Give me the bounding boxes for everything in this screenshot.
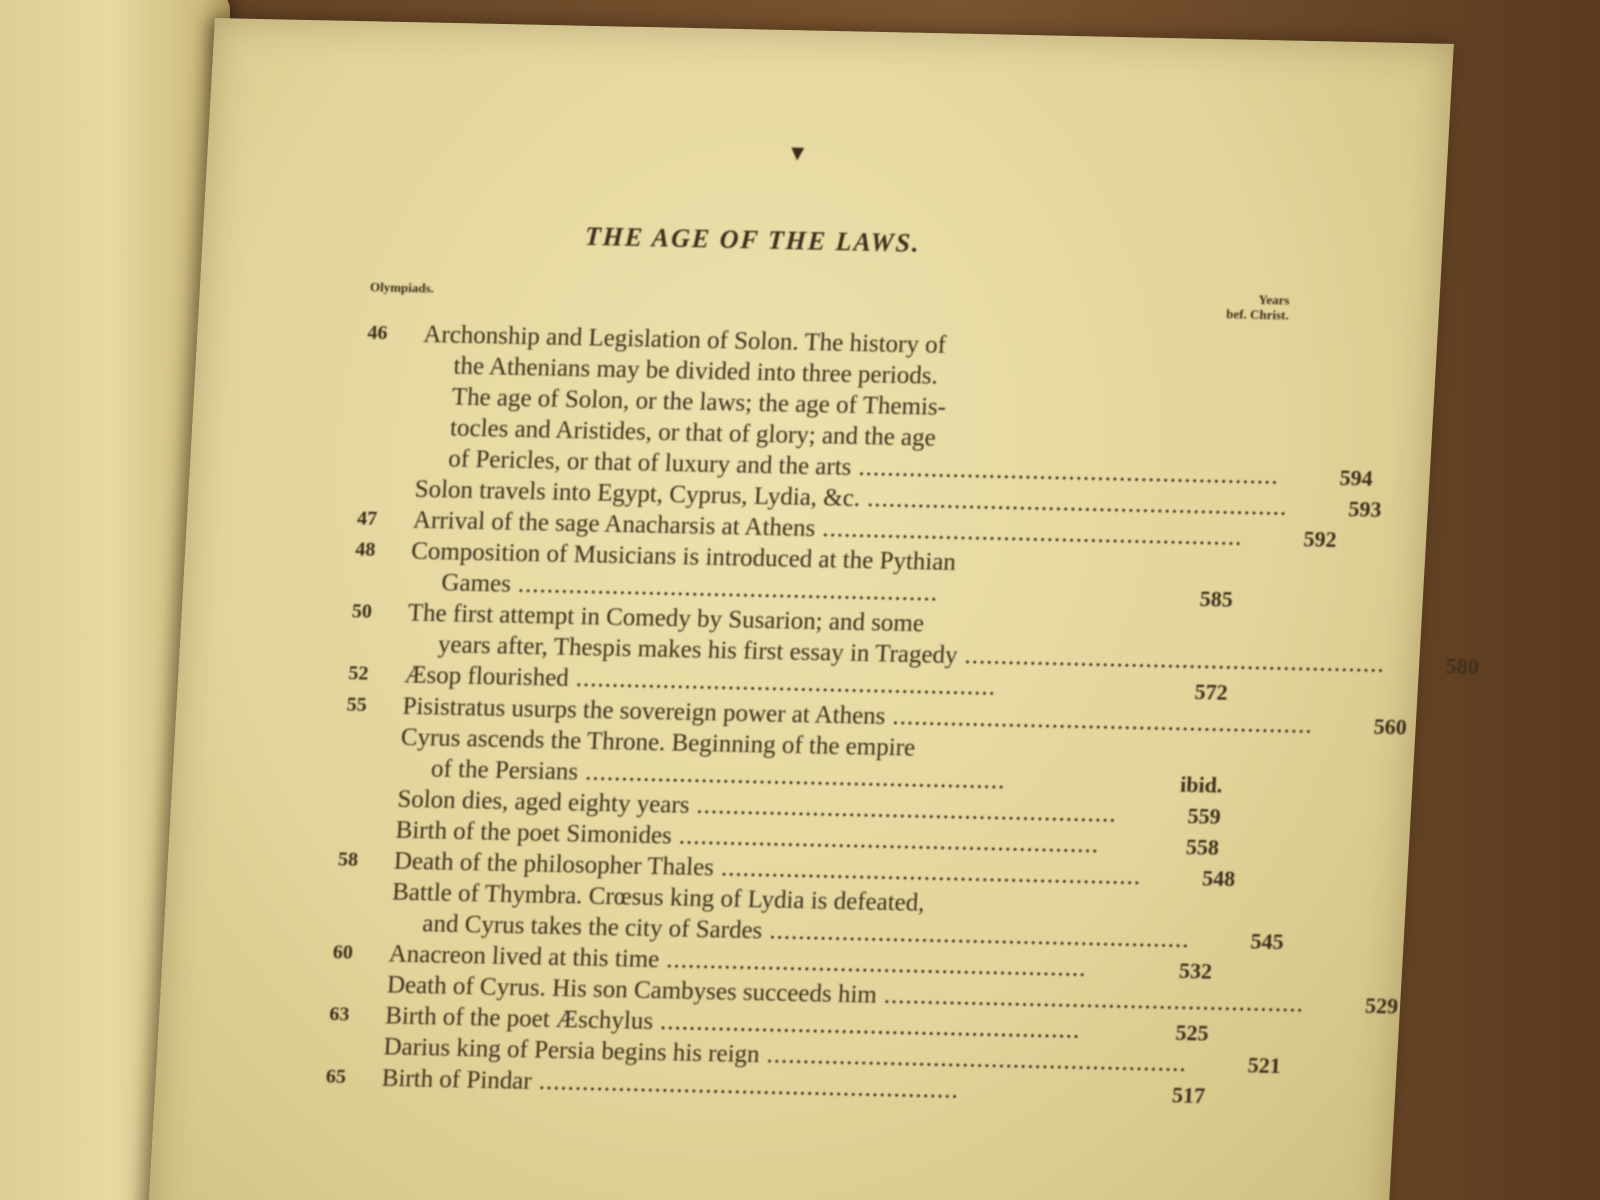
entry-line: The age of Solon, or the laws; the age of Themis- — [451, 383, 947, 421]
olympiad-number — [328, 1030, 384, 1031]
year-bc: 521 — [1247, 1052, 1282, 1079]
chronology-list — [325, 317, 1480, 1110]
years-header — [1168, 290, 1290, 323]
entry-line: Death of the philosopher Thales ..... — [393, 846, 1142, 893]
olympiads-header: Olympiads. — [369, 279, 435, 296]
entry-line: years after, Thespis makes his first essay in Tragedy ..... — [405, 629, 1386, 681]
year-bc: 558 — [1185, 834, 1220, 860]
entry-line: Solon dies, aged eighty years ..... — [397, 784, 1128, 830]
olympiad-number: 48 — [354, 538, 376, 561]
years-header-line2: bef. Christ. — [1225, 306, 1290, 323]
olympiad-number — [360, 472, 416, 473]
entry-line: tocles and Aristides, or that of glory; and the age — [449, 414, 937, 452]
year-bc: 593 — [1347, 496, 1383, 522]
entry-line: of Pericles, or that of luxury and the arts ..... — [416, 443, 1280, 492]
year-bc: 532 — [1178, 958, 1213, 984]
entry-line: Darius king of Persia begins his reign ..... — [383, 1032, 1188, 1080]
year-bc: ibid. — [1179, 771, 1224, 798]
entry-line: Anacreon lived at this time ..... — [388, 939, 1119, 985]
olympiad-number — [337, 875, 393, 876]
year-bc: 572 — [1193, 679, 1229, 705]
olympiad-number: 65 — [325, 1065, 347, 1088]
year-bc: 517 — [1171, 1082, 1206, 1108]
year-bc: 529 — [1364, 993, 1399, 1019]
year-bc: 580 — [1445, 653, 1480, 680]
olympiad-number: 46 — [366, 321, 389, 344]
olympiad-number: 55 — [346, 693, 368, 716]
year-bc: 545 — [1249, 928, 1285, 955]
entry-line: and Cyrus takes the city of Sardes ..... — [390, 908, 1191, 956]
year-bc: 594 — [1338, 464, 1374, 491]
entry-line: Battle of Thymbra. Crœsus king of Lydia is defeated, — [391, 878, 926, 917]
entry-line: Archonship and Legislation of Solon. The history of — [422, 320, 947, 359]
olympiad-number: 60 — [332, 941, 354, 964]
entry-line: the Athenians may be divided into three periods. — [452, 352, 939, 390]
olympiad-number: 47 — [356, 507, 378, 530]
entry-line: Birth of the poet Æschylus ..... — [384, 1001, 1115, 1047]
olympiad-number: 63 — [328, 1003, 350, 1026]
year-bc: 559 — [1186, 803, 1222, 829]
olympiad-number — [342, 782, 398, 783]
signature-mark: ▼ — [786, 140, 810, 166]
year-bc: 585 — [1199, 586, 1234, 612]
olympiad-number — [346, 720, 402, 721]
entry-line: Cyrus ascends the Throne. Beginning of the empire — [400, 723, 916, 762]
entry-line: Arrival of the sage Anacharsis at Athens ..... — [412, 505, 1243, 553]
page-content — [325, 132, 1480, 1111]
entry-line: Birth of Pindar ..... — [381, 1063, 1112, 1109]
chronology-entry — [360, 317, 1374, 491]
entry-line: Æsop flourished ..... — [403, 660, 1134, 706]
right-page — [147, 18, 1480, 1200]
year-bc: 560 — [1373, 713, 1408, 740]
entry-text — [416, 319, 1301, 492]
entry-line: Games ..... — [409, 567, 1140, 613]
year-bc: 592 — [1302, 526, 1338, 552]
olympiad-number: 52 — [347, 662, 370, 685]
year-bc: 548 — [1201, 865, 1236, 892]
entry-line: Death of Cyrus. His son Cambyses succeeds him ..... — [386, 970, 1305, 1020]
entry-line: of the Persians ..... — [398, 753, 1129, 799]
entry-line: Solon travels into Egypt, Cyprus, Lydia, &c. ..... — [414, 474, 1288, 523]
chapter-title: THE AGE OF THE LAWS. — [584, 221, 922, 258]
years-header-line1: Years — [1258, 292, 1290, 308]
olympiad-number: 50 — [351, 600, 373, 623]
olympiad-number — [341, 813, 397, 814]
olympiad-number — [332, 968, 388, 969]
entry-line: Birth of the poet Simonides ..... — [395, 815, 1126, 861]
entry-line: Pisistratus usurps the sovereign power at Athens ..... — [402, 691, 1314, 741]
entry-line: The first attempt in Comedy by Susarion; and some — [407, 599, 925, 638]
year-bc: 525 — [1174, 1020, 1210, 1046]
olympiad-number: 58 — [337, 848, 359, 871]
entry-line: Composition of Musicians is introduced at the Pythian — [410, 537, 957, 577]
